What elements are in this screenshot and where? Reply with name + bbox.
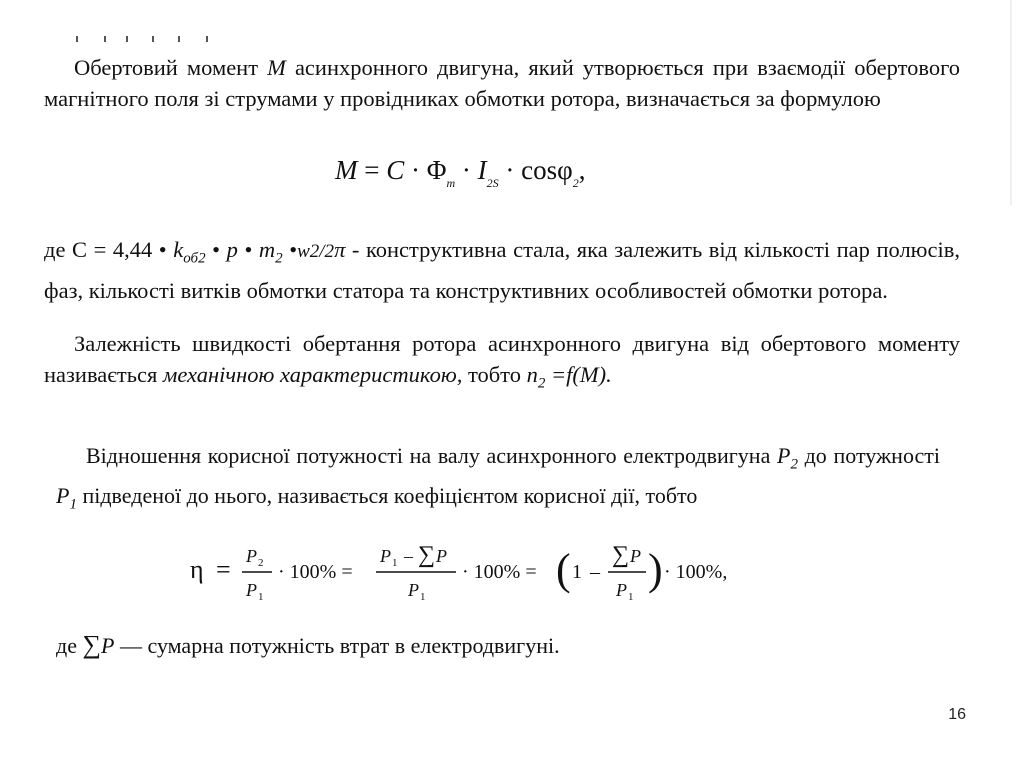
paragraph-torque (44, 52, 960, 114)
sym: · Φ (404, 155, 447, 185)
left-paren: ( (556, 545, 571, 594)
cropped-text-fragment (56, 28, 276, 42)
eq: = (216, 555, 231, 584)
text: — сумарна потужність втрат в електродвигуні. (114, 633, 560, 658)
sym: p (226, 237, 238, 262)
sym: π (334, 237, 346, 262)
page-number: 16 (948, 706, 966, 723)
num-P2: P (436, 546, 447, 566)
den-P: P (246, 580, 257, 600)
sym: w2/2 (297, 241, 335, 262)
sub: 2 (275, 250, 283, 267)
edge-line (1010, 0, 1012, 205)
sub: 2 (537, 375, 546, 392)
den-sub1: 1 (420, 591, 426, 603)
den-P2: P (616, 580, 627, 600)
sym: P (777, 443, 791, 468)
sym: n (526, 362, 538, 387)
num-sub: 2 (258, 557, 264, 569)
den-P1: P (408, 580, 419, 600)
sym: I (477, 155, 487, 185)
sym: k (173, 237, 184, 262)
text: Відношення корисної потужності на валу асинхронного електродвигуна (86, 443, 777, 468)
sym: C (386, 155, 405, 185)
sym: , (578, 155, 586, 185)
term: механічною характеристикою, (162, 362, 463, 387)
paragraph-mechanical-characteristic (44, 328, 960, 400)
times100c: · 100%, (664, 561, 728, 583)
sigma: ∑ (418, 542, 436, 568)
times100: · 100% = (278, 561, 353, 583)
sub: 2 (572, 176, 579, 190)
times100b: · 100% = (462, 561, 537, 583)
minus-2: – (590, 561, 600, 583)
text: • (282, 237, 298, 262)
text: підведеної до нього, називається коефіцієнтом корисної дії, тобто (76, 483, 698, 509)
num-sub1: 1 (392, 557, 398, 569)
num-P1: P (380, 546, 391, 566)
text: • (237, 237, 259, 262)
sub: 2S (486, 176, 499, 190)
num-P: P (246, 546, 257, 566)
sub: 1 (69, 496, 77, 513)
minus: – (404, 546, 413, 566)
num-P3: P (630, 546, 641, 566)
sym: =f(M). (545, 362, 612, 387)
formula-efficiency (186, 532, 746, 612)
sym: · cosφ (498, 155, 573, 185)
note-sum-losses (56, 630, 560, 660)
sub: m (446, 176, 456, 190)
right-paren: ) (648, 545, 663, 594)
formula-torque (335, 155, 585, 191)
den-sub: 1 (258, 591, 264, 603)
text: • (205, 237, 227, 262)
text: Залежність швидкості обертання ротора асинхронного двигуна від обертового моменту називається (44, 331, 960, 387)
text: асинхронного двигуна, який утворюється при взаємодії обертового магнітного поля зі струмами у провідниках обмотки ротора, визначається за формулою (44, 55, 960, 111)
sym: · (455, 155, 478, 185)
den-sub2: 1 (628, 591, 634, 603)
sub: 2 (790, 456, 798, 473)
sym: P (56, 483, 70, 509)
paragraph-efficiency (56, 440, 940, 521)
text: де С = 4,44 • (44, 237, 174, 262)
text: до потужності (797, 443, 940, 468)
text: - конструктивна стала, яка залежить від кількості пар полюсів, фаз, кількості витків обмотки статора та конструктивних особливостей обмотки ротора. (44, 237, 960, 303)
sigma-2: ∑ (612, 542, 630, 568)
sigma: ∑ (82, 630, 102, 659)
sub: об2 (183, 250, 206, 267)
sym: = (357, 155, 387, 185)
sym: P (101, 633, 115, 658)
paragraph-constant (44, 234, 960, 306)
one: 1 (572, 561, 582, 583)
symbol-M: M (267, 55, 286, 80)
text: тобто (462, 362, 527, 387)
text: Обертовий момент (74, 55, 268, 80)
eta: η (190, 555, 204, 584)
text: де (56, 633, 83, 658)
sym: m (258, 237, 276, 262)
sym: M (335, 155, 358, 185)
